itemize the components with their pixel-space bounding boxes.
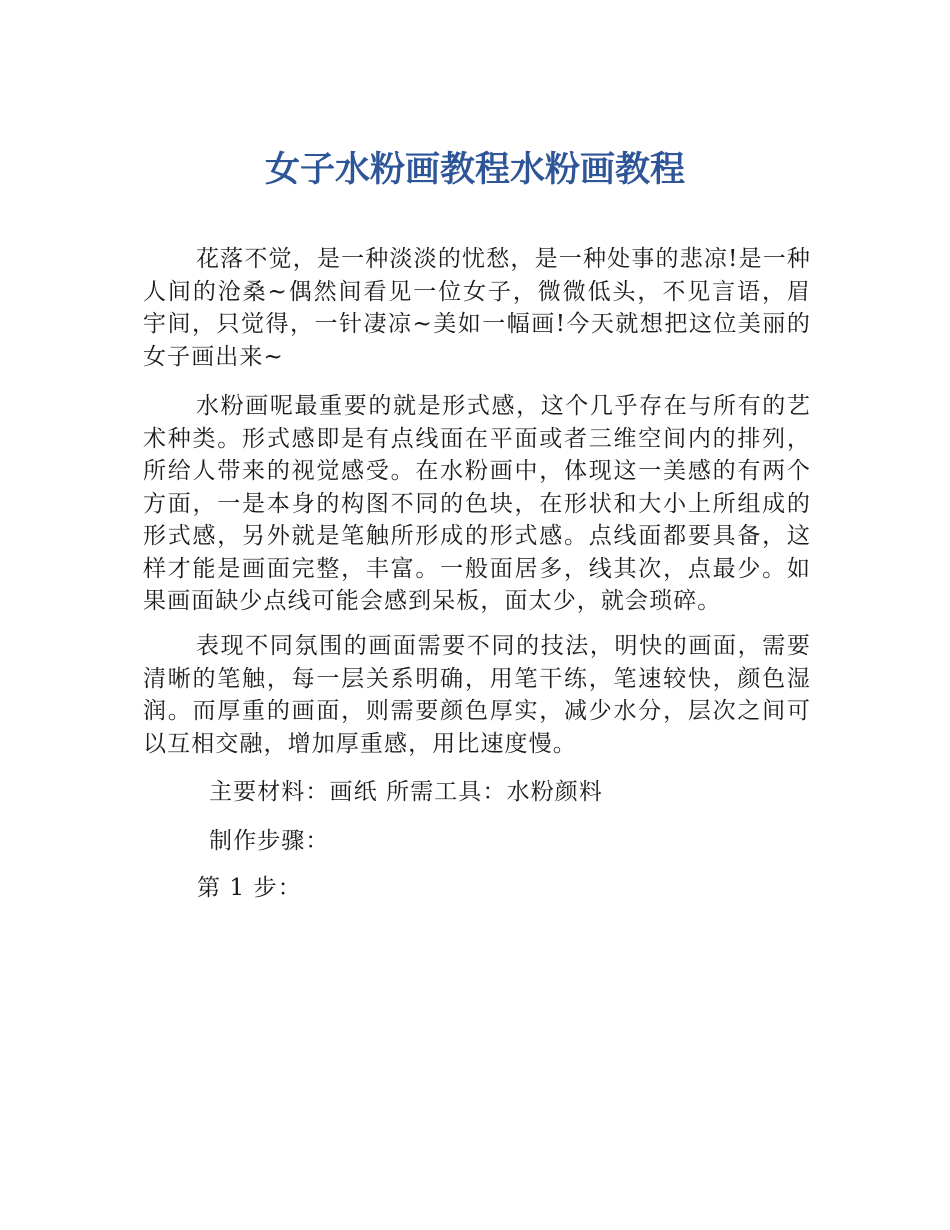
materials-line: 主要材料：画纸 所需工具：水粉颜料 — [209, 779, 604, 805]
paragraph-techniques: 表现不同氛围的画面需要不同的技法，明快的画面，需要清晰的笔触，每一层关系明确，用笔干练，笔速较快，颜色湿润。而厚重的画面，则需要颜色厚实，减少水分，层次之间可以互相交融，增加厚重感，用比速度慢。 — [143, 633, 811, 757]
paragraph-intro: 花落不觉，是一种淡淡的忧愁，是一种处事的悲凉!是一种人间的沧桑~偶然间看见一位女子，微微低头，不见言语，眉宇间，只觉得，一针凄凉~美如一幅画!今天就想把这位美丽的女子画出来~ — [143, 246, 811, 370]
step-1-label: 第 1 步： — [197, 875, 302, 901]
page-title: 女子水粉画教程水粉画教程 — [264, 150, 685, 190]
steps-heading: 制作步骤： — [209, 828, 330, 854]
paragraph-form-sense: 水粉画呢最重要的就是形式感，这个几乎存在与所有的艺术种类。形式感即是有点线面在平面或者三维空间内的排列，所给人带来的视觉感受。在水粉画中，体现这一美感的有两个方面，一是本身的构图不同的色块，在形状和大小上所组成的形式感，另外就是笔触所形成的形式感。点线面都要具备，这样才能是画面完整，丰富。一般面居多，线其次，点最少。如果画面缺少点线可能会感到呆板，面太少，就会琐碎。 — [143, 393, 811, 614]
